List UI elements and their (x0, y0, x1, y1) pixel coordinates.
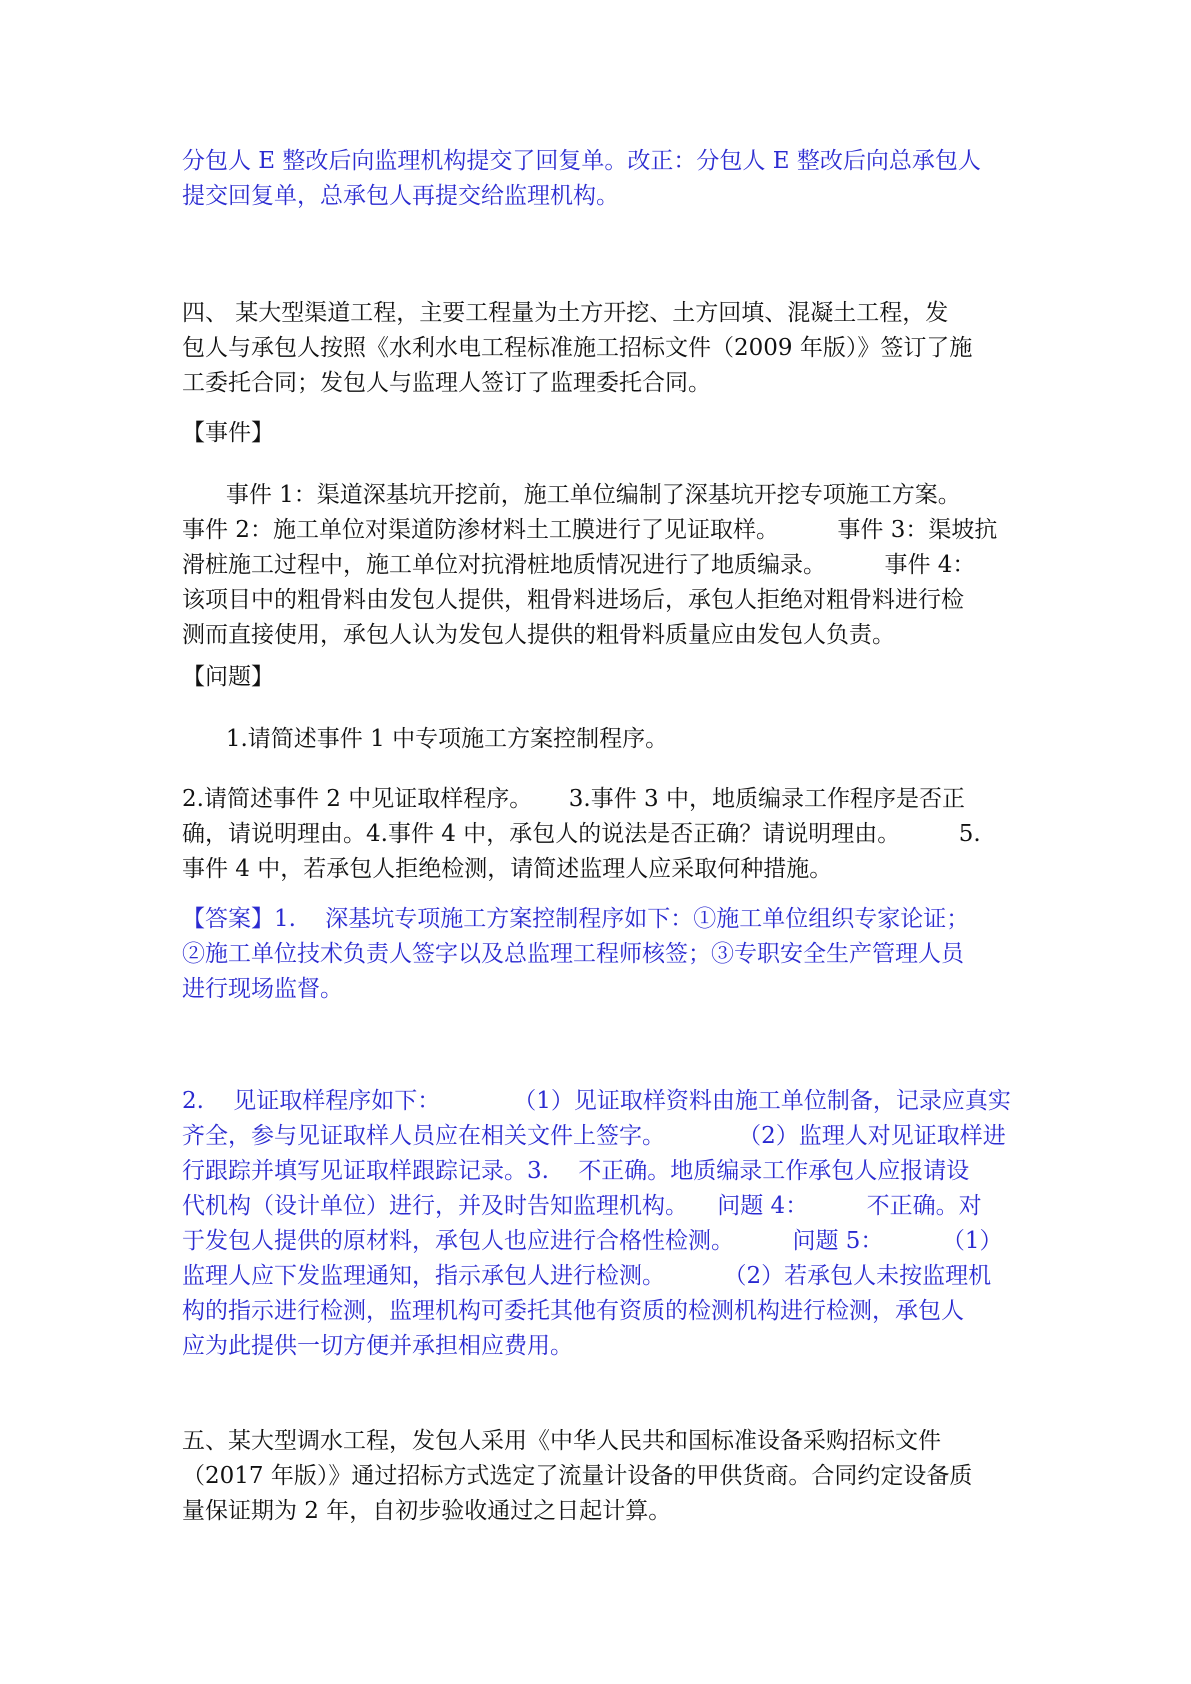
text-line: 1.请简述事件 1 中专项施工方案控制程序。 (182, 726, 669, 752)
answer-paragraph-two (182, 1084, 1010, 1364)
question-one (182, 722, 1010, 757)
text-line: 【问题】 (182, 664, 274, 690)
answer-paragraph-one (182, 902, 1010, 1007)
question-four-intro (182, 296, 1010, 401)
text-line: 五、某大型调水工程，发包人采用《中华人民共和国标准设备采购招标文件 (182, 1428, 941, 1454)
text-line: 提交回复单，总承包人再提交给监理机构。 (182, 183, 619, 209)
text-line: 应为此提供一切方便并承担相应费用。 (182, 1333, 573, 1359)
text-line: 工委托合同；发包人与监理人签订了监理委托合同。 (182, 370, 711, 396)
events-heading (182, 416, 1010, 451)
text-line: 确，请说明理由。4.事件 4 中，承包人的说法是否正确？请说明理由。 5. (182, 821, 981, 847)
text-line: 2. 见证取样程序如下： （1）见证取样资料由施工单位制备，记录应真实 (182, 1088, 1011, 1114)
events-paragraph (182, 478, 1010, 653)
text-line: 分包人 E 整改后向监理机构提交了回复单。改正：分包人 E 整改后向总承包人 (182, 148, 981, 174)
text-line: 【事件】 (182, 420, 274, 446)
text-line: 事件 4 中，若承包人拒绝检测，请简述监理人应采取何种措施。 (182, 856, 833, 882)
text-line: 进行现场监督。 (182, 976, 343, 1002)
text-line: 齐全，参与见证取样人员应在相关文件上签字。 （2）监理人对见证取样进 (182, 1123, 1006, 1149)
text-line: 行跟踪并填写见证取样跟踪记录。3. 不正确。地质编录工作承包人应报请设 (182, 1158, 970, 1184)
questions-heading (182, 660, 1010, 695)
text-line: 测而直接使用，承包人认为发包人提供的粗骨料质量应由发包人负责。 (182, 622, 895, 648)
text-line: 于发包人提供的原材料，承包人也应进行合格性检测。 问题 5： （1） (182, 1228, 1003, 1254)
text-line: 事件 2：施工单位对渠道防渗材料土工膜进行了见证取样。 事件 3：渠坡抗 (182, 517, 998, 543)
text-line: 构的指示进行检测，监理机构可委托其他有资质的检测机构进行检测，承包人 (182, 1298, 964, 1324)
text-line: 代机构（设计单位）进行，并及时告知监理机构。 问题 4： 不正确。对 (182, 1193, 982, 1219)
text-line: （2017 年版）》通过招标方式选定了流量计设备的甲供货商。合同约定设备质 (182, 1463, 973, 1489)
text-line: 2.请简述事件 2 中见证取样程序。 3.事件 3 中，地质编录工作程序是否正 (182, 786, 965, 812)
text-line: ②施工单位技术负责人签字以及总监理工程师核签；③专职安全生产管理人员 (182, 941, 964, 967)
question-five-intro (182, 1424, 1010, 1529)
text-line: 滑桩施工过程中，施工单位对抗滑桩地质情况进行了地质编录。 事件 4： (182, 552, 976, 578)
questions-paragraph (182, 782, 1010, 887)
text-line: 四、 某大型渠道工程，主要工程量为土方开挖、土方回填、混凝土工程，发 (182, 300, 949, 326)
text-line: 量保证期为 2 年，自初步验收通过之日起计算。 (182, 1498, 672, 1524)
text-line: 该项目中的粗骨料由发包人提供，粗骨料进场后，承包人拒绝对粗骨料进行检 (182, 587, 964, 613)
text-line: 事件 1：渠道深基坑开挖前，施工单位编制了深基坑开挖专项施工方案。 (182, 482, 961, 508)
text-line: 监理人应下发监理通知，指示承包人进行检测。 （2）若承包人未按监理机 (182, 1263, 992, 1289)
text-line: 包人与承包人按照《水利水电工程标准施工招标文件（2009 年版）》签订了施 (182, 335, 973, 361)
text-line: 【答案】1. 深基坑专项施工方案控制程序如下：①施工单位组织专家论证； (182, 906, 970, 932)
answer-paragraph-correction (182, 144, 1010, 214)
